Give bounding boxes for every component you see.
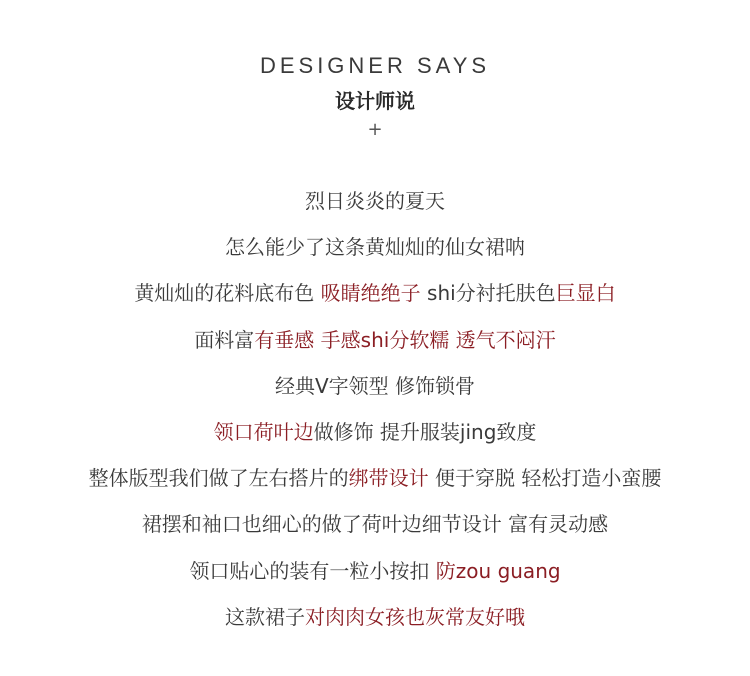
description-line: [0, 501, 750, 547]
line-segment: 这款裙子: [225, 604, 305, 629]
line-segment: 领口贴心的装有一粒小按扣: [189, 558, 436, 583]
header: [0, 52, 750, 140]
highlight-segment: 吸睛绝绝子: [320, 281, 421, 306]
highlight-segment: 有垂感 手感shi分软糯 透气不闷汗: [254, 327, 556, 352]
description-line: [0, 363, 750, 409]
line-segment: 黄灿灿的花料底布色: [134, 281, 321, 306]
line-segment: 面料富: [194, 327, 255, 352]
line-segment: 裙摆和袖口也细心的做了荷叶边细节设计 富有灵动感: [141, 512, 609, 537]
title-english: DESIGNER SAYS: [259, 53, 491, 78]
description-line: [0, 270, 750, 316]
description-line: [0, 178, 750, 224]
line-segment: 怎么能少了这条黄灿灿的仙女裙呐: [225, 235, 525, 260]
highlight-segment: 巨显白: [555, 281, 616, 306]
line-segment: 整体版型我们做了左右搭片的: [88, 466, 349, 491]
line-segment: 经典V字领型 修饰锁骨: [274, 373, 476, 398]
plus-divider: +: [367, 119, 383, 140]
description-line: [0, 224, 750, 270]
highlight-segment: 对肉肉女孩也灰常友好哦: [305, 604, 525, 629]
highlight-segment: 绑带设计: [348, 466, 429, 491]
line-segment: 便于穿脱 轻松打造小蛮腰: [428, 466, 662, 491]
description-line: [0, 455, 750, 501]
line-segment: 做修饰 提升服装jing致度: [313, 420, 537, 445]
title-chinese: 设计师说: [335, 89, 415, 113]
highlight-segment: 领口荷叶边: [213, 420, 314, 445]
highlight-segment: 防zou guang: [435, 558, 561, 583]
description-line: [0, 409, 750, 455]
line-segment: shi分衬托肤色: [420, 281, 556, 306]
description-line: [0, 594, 750, 640]
line-segment: 烈日炎炎的夏天: [305, 189, 445, 213]
description-lines: [0, 178, 750, 640]
description-line: [0, 548, 750, 594]
description-line: [0, 317, 750, 363]
